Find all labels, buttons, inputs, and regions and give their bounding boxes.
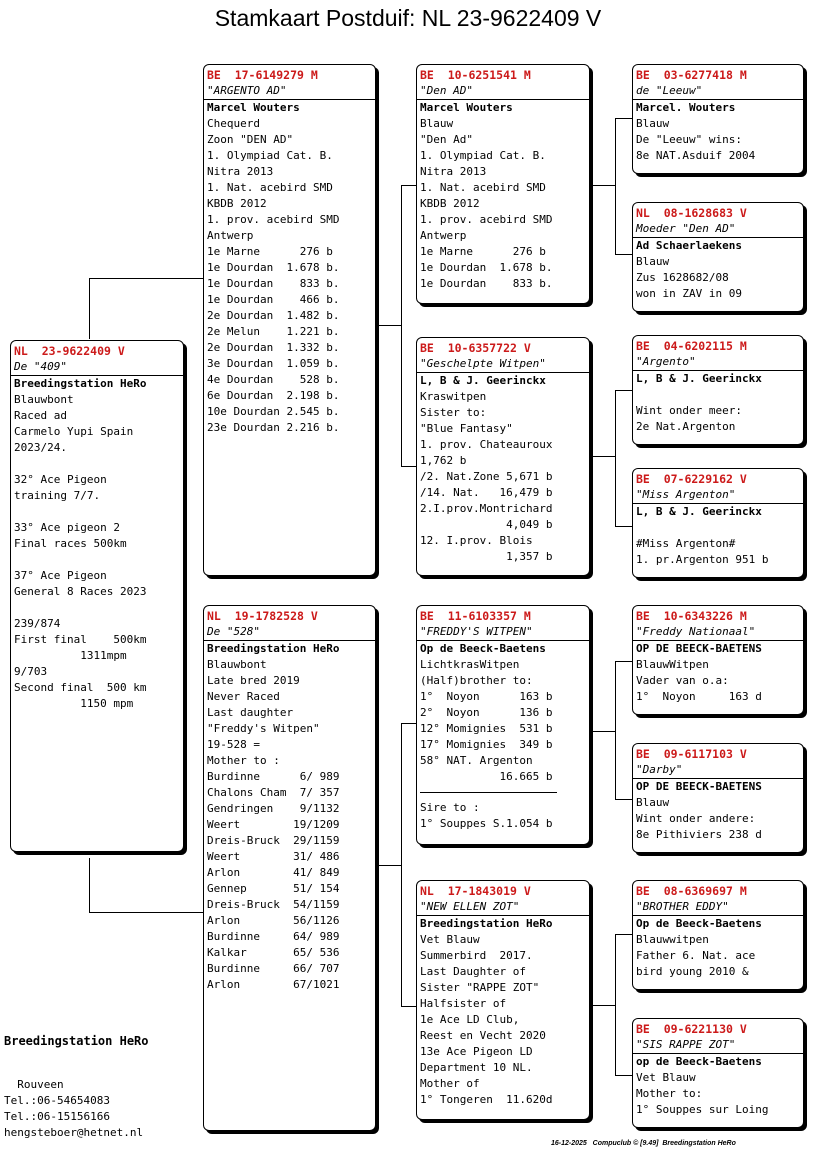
- info-line: 1311mpm: [14, 649, 127, 662]
- owner-name: op de Beeck-Baetens: [636, 1055, 762, 1068]
- info-line: 1. prov. acebird SMD: [207, 213, 340, 226]
- info-line: 1e Marne 276 b: [420, 245, 546, 258]
- owner-name: Op de Beeck-Baetens: [636, 917, 762, 930]
- info-line: Dreis-Bruck 29/1159: [207, 834, 340, 847]
- info-line: 17° Momignies 349 b: [420, 738, 553, 751]
- pigeon-name: "ARGENTO AD": [204, 83, 375, 100]
- info-line: Nitra 2013: [207, 165, 274, 178]
- info-line: 32° Ace Pigeon: [14, 473, 107, 486]
- ring-number: BE 10-6343226 M: [636, 609, 747, 623]
- info-line: 12. I.prov. Blois: [420, 534, 533, 547]
- owner-name: Breedingstation HeRo: [14, 377, 147, 390]
- pigeon-card-mm-dam: [632, 1018, 804, 1128]
- pigeon-name: De "409": [11, 359, 183, 376]
- info-line: 12° Momignies 531 b: [420, 722, 553, 735]
- info-line: [11, 456, 183, 472]
- ring-number: BE 09-6117103 V: [636, 747, 747, 761]
- info-line: Zoon "DEN AD": [207, 133, 294, 146]
- info-line: [11, 600, 183, 616]
- info-line: Wint onder andere:: [636, 812, 756, 825]
- owner-name: Marcel. Wouters: [636, 101, 736, 114]
- owner-name: OP DE BEECK-BAETENS: [636, 642, 762, 655]
- info-line: Last daughter: [207, 706, 294, 719]
- info-line: Last Daughter of: [420, 965, 526, 978]
- pigeon-name: "Freddy Nationaal": [633, 624, 803, 641]
- info-line: 1e Dourdan 833 b.: [207, 277, 340, 290]
- info-line: 1. Olympiad Cat. B.: [420, 149, 546, 162]
- ring-number: BE 04-6202115 M: [636, 339, 747, 353]
- info-line: Mother to :: [207, 754, 280, 767]
- pigeon-card-mother-dam: [416, 880, 590, 1120]
- info-line: Arlon 56/1126: [207, 914, 340, 927]
- connector-mf-parents: [590, 731, 615, 733]
- connector-mother-parents: [376, 865, 401, 867]
- info-line: 1. pr.Argenton 951 b: [636, 553, 769, 566]
- connector-subject-mother: [89, 858, 205, 913]
- owner-name: Marcel Wouters: [207, 101, 300, 114]
- info-line: Carmelo Yupi Spain: [14, 425, 134, 438]
- pigeon-name: "Darby": [633, 762, 803, 779]
- pigeon-name: "BROTHER EDDY": [633, 899, 803, 916]
- owner-name: L, B & J. Geerinckx: [420, 374, 546, 387]
- info-line: 2e Melun 1.221 b.: [207, 325, 340, 338]
- connector-mm-parents: [590, 1005, 615, 1007]
- pigeon-card-mother: [203, 605, 376, 1131]
- info-line: 37° Ace Pigeon: [14, 569, 107, 582]
- info-line: Blauw: [636, 117, 670, 130]
- divider: [420, 792, 557, 793]
- info-line: 1e Dourdan 1.678 b.: [420, 261, 553, 274]
- info-line: Antwerp: [420, 229, 467, 242]
- info-line: Chalons Cham 7/ 357: [207, 786, 340, 799]
- owner-name: L, B & J. Geerinckx: [636, 505, 762, 518]
- info-line: Kalkar 65/ 536: [207, 946, 340, 959]
- info-line: Reest en Vecht 2020: [420, 1029, 546, 1042]
- info-line: 1. Nat. acebird SMD: [420, 181, 546, 194]
- info-line: Blauwwitpen: [636, 933, 709, 946]
- info-line: 1. Nat. acebird SMD: [207, 181, 333, 194]
- info-line: 2e Nat.Argenton: [636, 420, 736, 433]
- info-line: 1,357 b: [420, 550, 553, 563]
- page-title: Stamkaart Postduif: NL 23-9622409 V: [214, 5, 602, 31]
- info-line: 9/703: [14, 665, 48, 678]
- info-line: 16.665 b: [420, 770, 553, 783]
- info-line: 3e Dourdan 1.059 b.: [207, 357, 340, 370]
- info-line: training 7/7.: [14, 489, 101, 502]
- owner-name: Ad Schaerlaekens: [636, 239, 742, 252]
- info-line: Father 6. Nat. ace: [636, 949, 756, 962]
- info-line: KBDB 2012: [420, 197, 480, 210]
- info-line: [633, 520, 803, 536]
- sire-line: 1° Souppes S.1.054 b: [420, 817, 553, 830]
- info-line: 4,049 b: [420, 518, 553, 531]
- pigeon-name: "Geschelpte Witpen": [417, 356, 589, 373]
- info-line: Mother to:: [636, 1087, 703, 1100]
- ring-number: BE 08-6369697 M: [636, 884, 747, 898]
- pigeon-name: de "Leeuw": [633, 83, 803, 100]
- info-line: Weert 31/ 486: [207, 850, 340, 863]
- connector-ff-parents: [590, 185, 615, 187]
- connector-father-parents: [376, 325, 401, 327]
- info-line: Burdinne 66/ 707: [207, 962, 340, 975]
- info-line: Antwerp: [207, 229, 254, 242]
- info-line: Dreis-Bruck 54/1159: [207, 898, 340, 911]
- pigeon-name: "SIS RAPPE ZOT": [633, 1037, 803, 1054]
- pigeon-card-fm-sire: [632, 335, 804, 445]
- info-line: #Miss Argenton#: [636, 537, 736, 550]
- connector-fm-parents: [590, 456, 615, 458]
- info-line: 19-528 =: [207, 738, 260, 751]
- info-line: "Blue Fantasy": [420, 422, 513, 435]
- owner-name: Breedingstation HeRo: [207, 642, 340, 655]
- info-line: Blauwbont: [14, 393, 74, 406]
- footer-credits: 16-12-2025 Compuclub © [9.49] Breedingstation HeRo: [551, 1140, 736, 1147]
- info-line: 239/874: [14, 617, 61, 630]
- info-line: Burdinne 6/ 989: [207, 770, 340, 783]
- info-line: First final 500km: [14, 633, 147, 646]
- info-line: General 8 Races 2023: [14, 585, 147, 598]
- info-line: 1e Dourdan 466 b.: [207, 293, 340, 306]
- ring-number: NL 23-9622409 V: [14, 344, 125, 358]
- info-line: De "Leeuw" wins:: [636, 133, 742, 146]
- pigeon-card-mf-sire: [632, 605, 804, 715]
- info-line: Sister "RAPPE ZOT": [420, 981, 540, 994]
- info-line: 2° Noyon 136 b: [420, 706, 553, 719]
- info-line: Mother of: [420, 1077, 480, 1090]
- info-line: 2023/24.: [14, 441, 67, 454]
- info-line: 1150 mpm: [14, 697, 134, 710]
- info-line: Department 10 NL.: [420, 1061, 533, 1074]
- info-line: Never Raced: [207, 690, 280, 703]
- breeder-name: Breedingstation HeRo: [4, 1034, 149, 1048]
- ring-number: BE 11-6103357 M: [420, 609, 531, 623]
- breeder-contact: [4, 1077, 143, 1141]
- info-line: Gendringen 9/1132: [207, 802, 340, 815]
- info-line: 13e Ace Pigeon LD: [420, 1045, 533, 1058]
- info-line: 1. prov. acebird SMD: [420, 213, 553, 226]
- info-line: (Half)brother to:: [420, 674, 533, 687]
- info-line: 1,762 b: [420, 454, 467, 467]
- pigeon-name: Moeder "Den AD": [633, 221, 803, 238]
- info-line: BlauwWitpen: [636, 658, 709, 671]
- ring-number: BE 03-6277418 M: [636, 68, 747, 82]
- info-line: 8e NAT.Asduif 2004: [636, 149, 756, 162]
- owner-name: Op de Beeck-Baetens: [420, 642, 546, 655]
- pigeon-card-mm-sire: [632, 880, 804, 990]
- pigeon-card-mother-sire: [416, 605, 590, 845]
- info-line: 23e Dourdan 2.216 b.: [207, 421, 340, 434]
- pigeon-name: "Den AD": [417, 83, 589, 100]
- info-line: [11, 504, 183, 520]
- info-line: Arlon 41/ 849: [207, 866, 340, 879]
- breeder-phone-2: Tel.:06-15156166: [4, 1110, 110, 1123]
- info-line: Raced ad: [14, 409, 67, 422]
- owner-name: L, B & J. Geerinckx: [636, 372, 762, 385]
- info-line: bird young 2010 &: [636, 965, 749, 978]
- info-line: 1° Souppes sur Loing: [636, 1103, 769, 1116]
- info-line: Halfsister of: [420, 997, 507, 1010]
- info-line: won in ZAV in 09: [636, 287, 742, 300]
- info-line: 10e Dourdan 2.545 b.: [207, 405, 340, 418]
- info-line: 1e Dourdan 833 b.: [420, 277, 553, 290]
- breeder-phone-1: Tel.:06-54654083: [4, 1094, 110, 1107]
- ring-number: NL 19-1782528 V: [207, 609, 318, 623]
- pigeon-name: "FREDDY'S WITPEN": [417, 624, 589, 641]
- info-line: Wint onder meer:: [636, 404, 742, 417]
- info-line: 1° Tongeren 11.620d: [420, 1093, 553, 1106]
- info-line: Blauwbont: [207, 658, 267, 671]
- pigeon-card-ff-dam: [632, 202, 804, 312]
- connector-subject-father: [89, 278, 205, 339]
- info-line: LichtkrasWitpen: [420, 658, 520, 671]
- info-line: 2e Dourdan 1.482 b.: [207, 309, 340, 322]
- info-line: Zus 1628682/08: [636, 271, 729, 284]
- pigeon-card-ff-sire: [632, 64, 804, 174]
- info-line: Sister to:: [420, 406, 487, 419]
- info-line: Vet Blauw: [420, 933, 480, 946]
- info-line: 6e Dourdan 2.198 b.: [207, 389, 340, 402]
- pigeon-name: "NEW ELLEN ZOT": [417, 899, 589, 916]
- info-line: 8e Pithiviers 238 d: [636, 828, 762, 841]
- owner-name: Breedingstation HeRo: [420, 917, 553, 930]
- info-line: "Freddy's Witpen": [207, 722, 320, 735]
- info-line: Summerbird 2017.: [420, 949, 533, 962]
- info-line: 1e Ace LD Club,: [420, 1013, 520, 1026]
- info-line: 1. Olympiad Cat. B.: [207, 149, 333, 162]
- info-line: [633, 387, 803, 403]
- pigeon-card-mf-dam: [632, 743, 804, 853]
- pigeon-card-subject: [10, 340, 184, 852]
- info-line: 4e Dourdan 528 b.: [207, 373, 340, 386]
- ring-number: BE 10-6251541 M: [420, 68, 531, 82]
- info-line: 1e Marne 276 b: [207, 245, 333, 258]
- info-line: Blauw: [420, 117, 454, 130]
- info-line: 58° NAT. Argenton: [420, 754, 533, 767]
- info-line: 1. prov. Chateauroux: [420, 438, 553, 451]
- info-line: KBDB 2012: [207, 197, 267, 210]
- owner-name: Marcel Wouters: [420, 101, 513, 114]
- ring-number: BE 09-6221130 V: [636, 1022, 747, 1036]
- pigeon-card-father-sire: [416, 64, 590, 304]
- info-line: 1° Noyon 163 b: [420, 690, 553, 703]
- info-line: Nitra 2013: [420, 165, 487, 178]
- pigeon-card-father-dam: [416, 337, 590, 576]
- info-line: Weert 19/1209: [207, 818, 340, 831]
- info-line: 1e Dourdan 1.678 b.: [207, 261, 340, 274]
- pigeon-name: De "528": [204, 624, 375, 641]
- breeder-location: Rouveen: [4, 1078, 64, 1091]
- info-line: Second final 500 km: [14, 681, 147, 694]
- owner-name: OP DE BEECK-BAETENS: [636, 780, 762, 793]
- ring-number: NL 08-1628683 V: [636, 206, 747, 220]
- info-line: 2e Dourdan 1.332 b.: [207, 341, 340, 354]
- info-line: Chequerd: [207, 117, 260, 130]
- info-line: /14. Nat. 16,479 b: [420, 486, 553, 499]
- info-line: Vet Blauw: [636, 1071, 696, 1084]
- info-line: Final races 500km: [14, 537, 127, 550]
- pigeon-card-fm-dam: [632, 468, 804, 578]
- info-line: [11, 552, 183, 568]
- info-line: Blauw: [636, 796, 670, 809]
- info-line: 33° Ace pigeon 2: [14, 521, 120, 534]
- pigeon-name: "Miss Argenton": [633, 487, 803, 504]
- ring-number: BE 07-6229162 V: [636, 472, 747, 486]
- breeder-email: hengsteboer@hetnet.nl: [4, 1126, 144, 1139]
- info-line: Vader van o.a:: [636, 674, 729, 687]
- info-line: 1° Noyon 163 d: [636, 690, 762, 703]
- pigeon-card-father: [203, 64, 376, 576]
- info-line: Arlon 67/1021: [207, 978, 340, 991]
- info-line: Late bred 2019: [207, 674, 300, 687]
- info-line: 2.I.prov.Montrichard: [420, 502, 553, 515]
- ring-number: BE 10-6357722 V: [420, 341, 531, 355]
- sire-label: Sire to :: [420, 801, 480, 814]
- info-line: Kraswitpen: [420, 390, 487, 403]
- info-line: Blauw: [636, 255, 670, 268]
- info-line: "Den Ad": [420, 133, 473, 146]
- info-line: Burdinne 64/ 989: [207, 930, 340, 943]
- pigeon-name: "Argento": [633, 354, 803, 371]
- info-line: /2. Nat.Zone 5,671 b: [420, 470, 553, 483]
- ring-number: NL 17-1843019 V: [420, 884, 531, 898]
- ring-number: BE 17-6149279 M: [207, 68, 318, 82]
- info-line: Gennep 51/ 154: [207, 882, 340, 895]
